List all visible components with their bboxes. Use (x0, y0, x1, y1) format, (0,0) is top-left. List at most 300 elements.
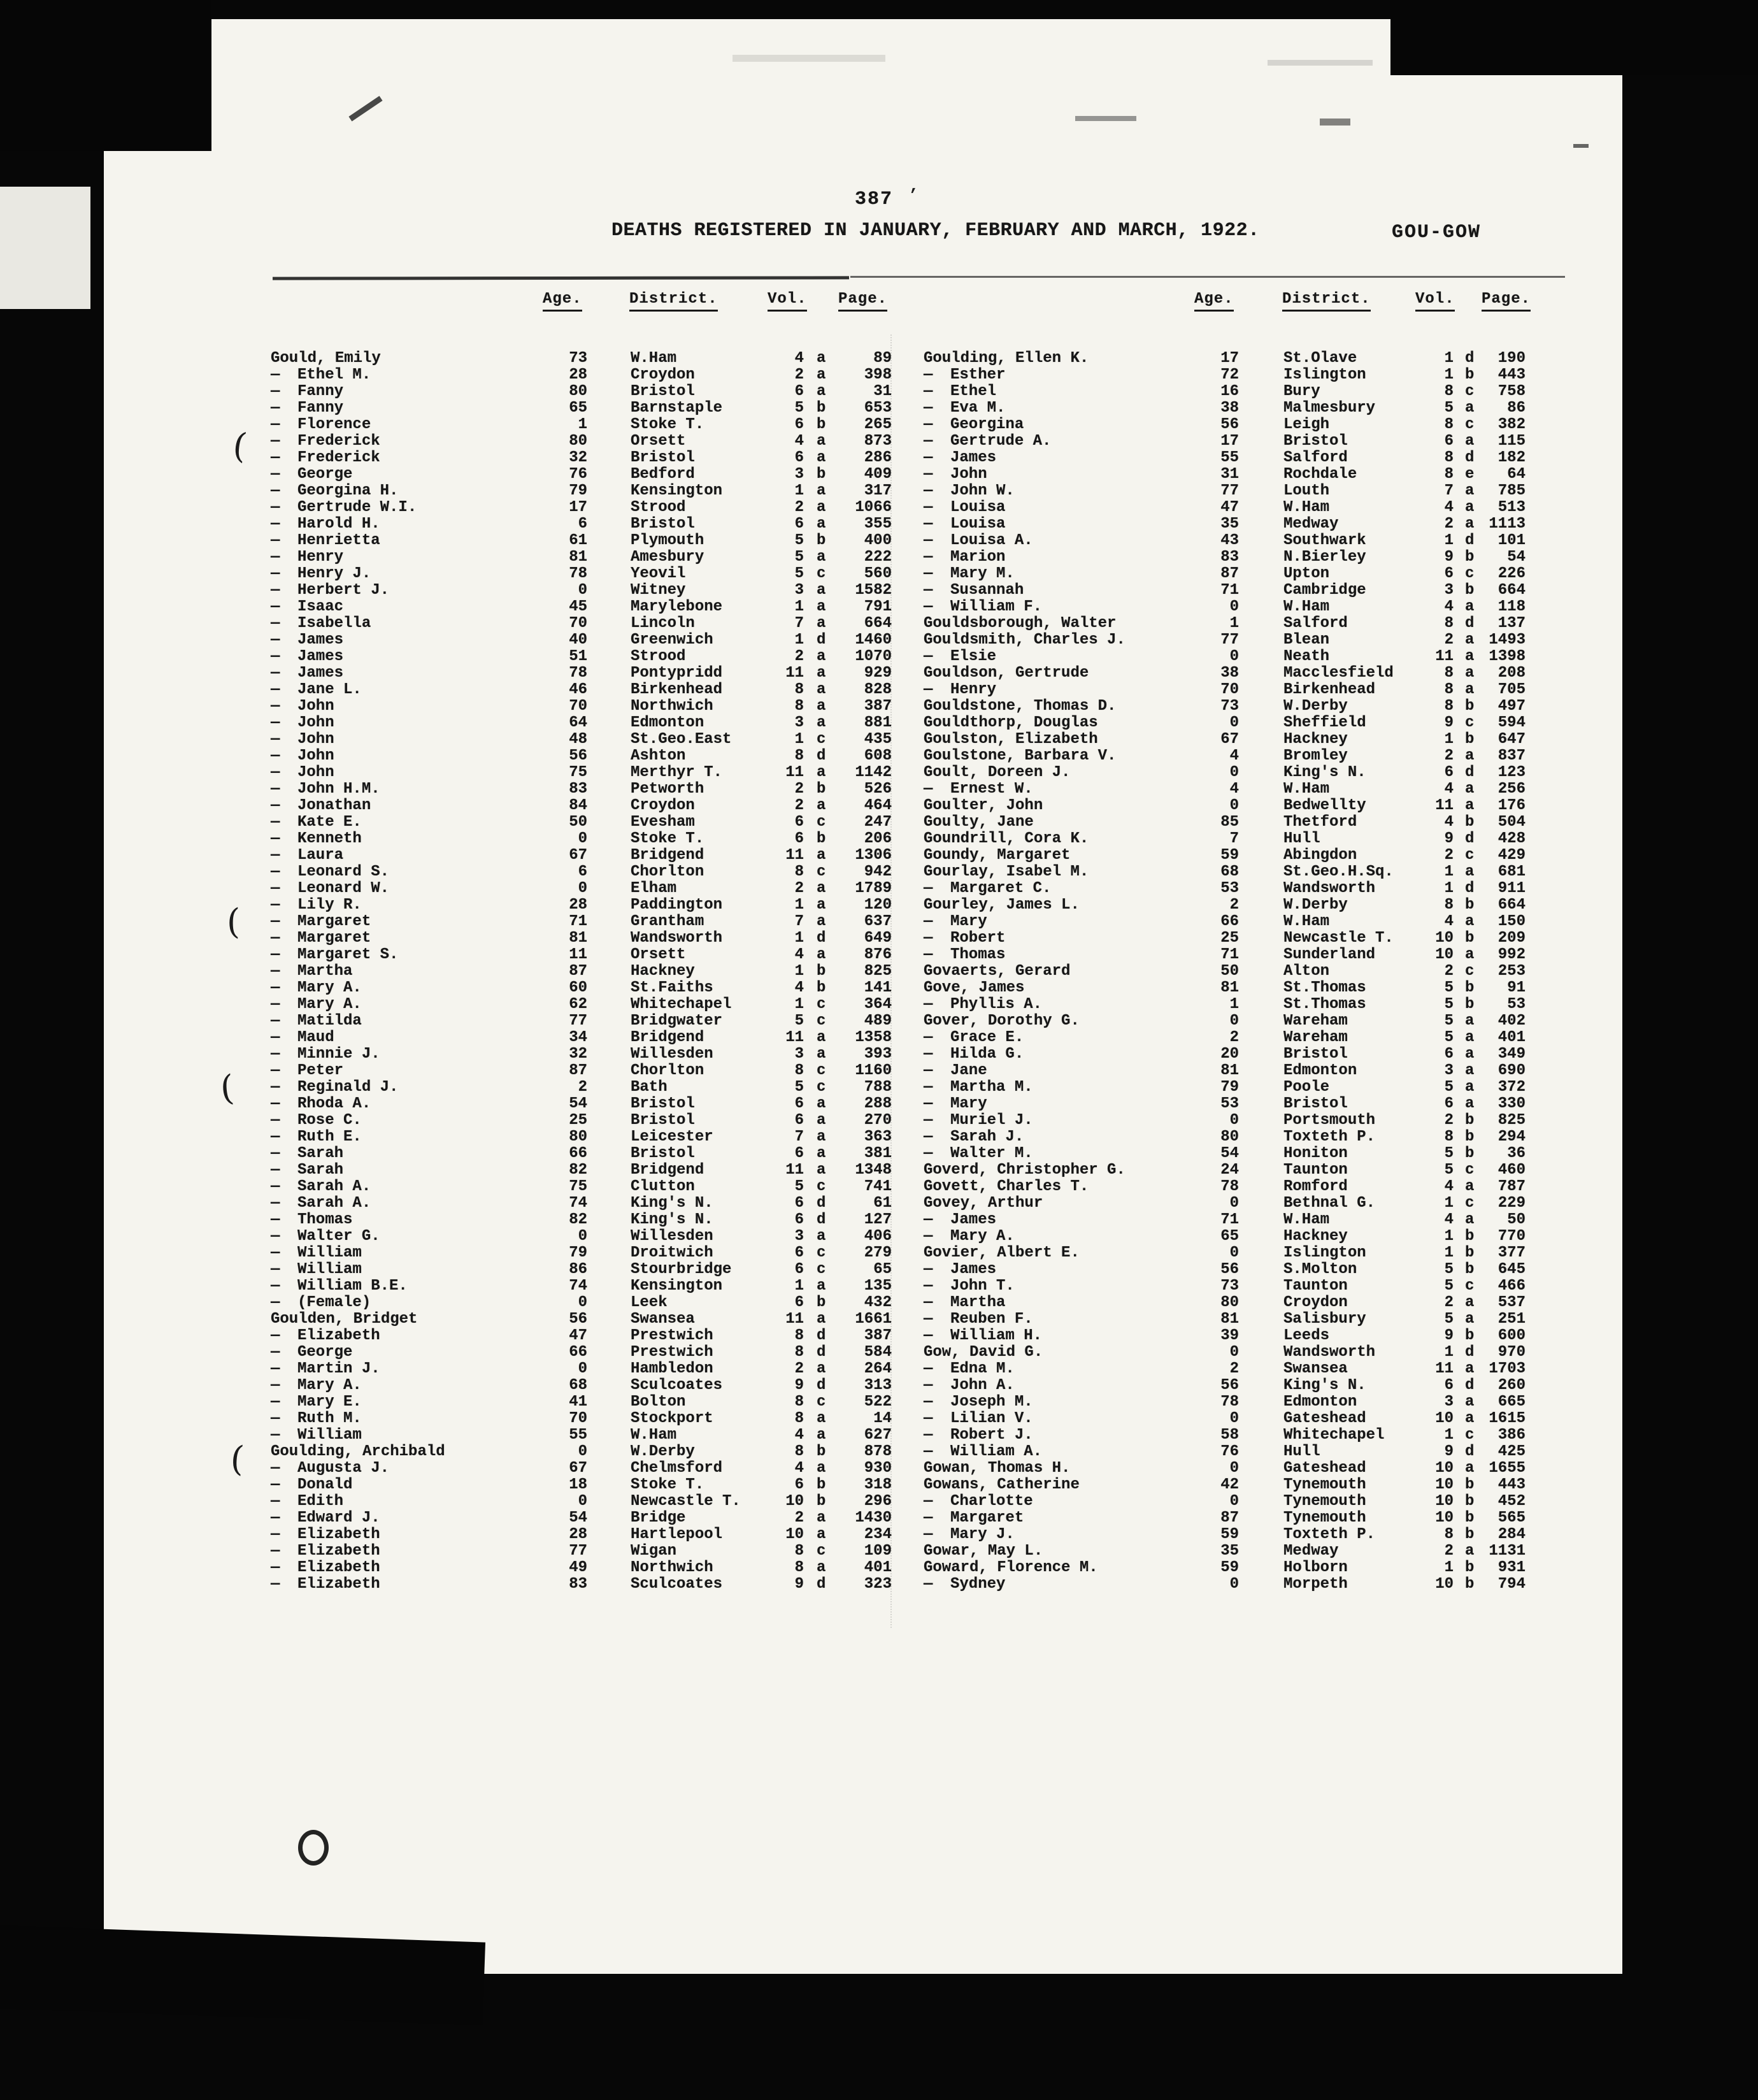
vol-letter-cell: a (817, 1360, 826, 1377)
table-row (271, 765, 892, 781)
entry-name: Mary A. (297, 1377, 362, 1394)
vol-cell: 5 (1444, 1029, 1454, 1046)
entry-name: Goward, Florence M. (924, 1559, 1098, 1576)
district-cell: St.Thomas (1283, 996, 1366, 1013)
name-cell (924, 1576, 1185, 1593)
name-cell (924, 350, 1185, 367)
vol-letter-cell: a (1465, 631, 1475, 649)
vol-cell: 8 (794, 1443, 804, 1460)
entry-name: Edward J. (297, 1509, 380, 1527)
ditto-dash-mark: — (924, 515, 933, 533)
table-row (924, 1377, 1526, 1394)
name-cell (924, 715, 1185, 731)
entry-name: Walter G. (297, 1228, 380, 1245)
table-row (924, 831, 1526, 847)
district-cell: Yeovil (631, 565, 686, 582)
ditto-dash-mark: — (271, 1460, 280, 1477)
table-row (924, 881, 1526, 897)
entry-name: Thomas (950, 946, 1006, 963)
age-cell: 0 (578, 1294, 587, 1311)
vol-letter-cell: b (1465, 1261, 1475, 1278)
entry-name: Gouldson, Gertrude (924, 665, 1089, 682)
vol-cell: 8 (794, 1062, 804, 1079)
ditto-dash-mark: — (271, 366, 280, 384)
age-cell: 16 (1220, 383, 1239, 400)
ditto-dash-mark: — (271, 698, 280, 715)
entry-name: William A. (950, 1443, 1043, 1460)
table-row (924, 1560, 1526, 1576)
page-cell: 64 (1507, 466, 1526, 483)
district-cell: W.Ham (1283, 1211, 1330, 1228)
page-cell: 176 (1497, 797, 1526, 814)
vol-letter-cell: a (817, 797, 826, 814)
name-cell (924, 1146, 1185, 1162)
age-cell: 79 (1220, 1079, 1239, 1096)
age-cell: 0 (1229, 714, 1239, 731)
ditto-dash-mark: — (924, 1046, 933, 1063)
page-cell: 206 (864, 830, 892, 847)
entry-name: Margaret (297, 930, 371, 947)
page-cell: 393 (864, 1046, 892, 1063)
entry-name: Walter M. (950, 1145, 1033, 1162)
vol-letter-cell: a (817, 499, 826, 516)
vol-cell: 4 (1444, 814, 1454, 831)
entry-name: Elizabeth (297, 1526, 380, 1543)
district-cell: Croydon (631, 797, 695, 814)
vol-letter-cell: a (1465, 515, 1475, 533)
table-row (924, 1112, 1526, 1129)
ditto-dash-mark: — (271, 1029, 280, 1046)
vol-letter-cell: a (1465, 1410, 1475, 1427)
table-row (271, 814, 892, 831)
entry-name: Louisa A. (950, 532, 1033, 549)
district-cell: W.Ham (631, 1427, 677, 1444)
ditto-dash-mark: — (924, 1294, 933, 1311)
age-cell: 61 (569, 532, 587, 549)
name-cell (271, 1146, 529, 1162)
table-row (924, 1444, 1526, 1460)
table-row (271, 450, 892, 466)
page-cell: 401 (1497, 1029, 1526, 1046)
vol-cell: 4 (1444, 1211, 1454, 1228)
age-cell: 0 (1229, 598, 1239, 615)
district-cell: Edmonton (1283, 1393, 1357, 1411)
district-cell: Bristol (1283, 433, 1348, 450)
page-cell: 381 (864, 1145, 892, 1162)
table-row (271, 1361, 892, 1377)
table-row (271, 731, 892, 748)
vol-letter-cell: b (1465, 1476, 1475, 1493)
entry-name: Herbert J. (297, 582, 390, 599)
vol-cell: 3 (794, 1228, 804, 1245)
table-row (271, 417, 892, 433)
ditto-dash-mark: — (271, 383, 280, 400)
ditto-dash-mark: — (271, 1112, 280, 1129)
vol-cell: 2 (794, 797, 804, 814)
age-cell: 80 (1220, 1128, 1239, 1146)
name-cell (924, 599, 1185, 615)
page-cell: 425 (1497, 1443, 1526, 1460)
page-cell: 584 (864, 1344, 892, 1361)
vol-letter-cell: b (1465, 582, 1475, 599)
table-row (271, 1543, 892, 1560)
page-cell: 387 (864, 698, 892, 715)
entry-name: Elizabeth (297, 1576, 380, 1593)
age-cell: 59 (1220, 847, 1239, 864)
name-cell (271, 350, 529, 367)
district-cell: Alton (1283, 963, 1330, 980)
age-cell: 0 (578, 1360, 587, 1377)
entry-name: Goulstone, Barbara V. (924, 747, 1117, 765)
name-cell (271, 450, 529, 466)
vol-cell: 10 (1435, 1476, 1454, 1493)
ditto-dash-mark: — (271, 615, 280, 632)
ditto-dash-mark: — (271, 847, 280, 864)
entry-name: Harold H. (297, 515, 380, 533)
ditto-dash-mark: — (924, 880, 933, 897)
entry-name: Grace E. (950, 1029, 1024, 1046)
entry-name: Mary A. (950, 1228, 1015, 1245)
table-row (271, 1278, 892, 1295)
table-row (924, 1361, 1526, 1377)
page-cell: 253 (1497, 963, 1526, 980)
page-cell: 256 (1497, 780, 1526, 798)
age-cell: 0 (1229, 1460, 1239, 1477)
vol-cell: 1 (1444, 1228, 1454, 1245)
vol-cell: 8 (794, 1393, 804, 1411)
vol-letter-cell: c (817, 1543, 826, 1560)
page-cell: 665 (1497, 1393, 1526, 1411)
vol-cell: 8 (794, 863, 804, 881)
page-cell: 600 (1497, 1327, 1526, 1344)
age-cell: 80 (569, 383, 587, 400)
vol-letter-cell: a (1465, 797, 1475, 814)
entry-name: Reuben F. (950, 1311, 1033, 1328)
name-cell (271, 1493, 529, 1510)
page-cell: 372 (1497, 1079, 1526, 1096)
name-cell (271, 831, 529, 847)
district-cell: Bridgend (631, 1029, 704, 1046)
page-cell: 929 (864, 665, 892, 682)
vol-letter-cell: b (1465, 1526, 1475, 1543)
ditto-dash-mark: — (271, 1211, 280, 1228)
age-cell: 54 (1220, 1145, 1239, 1162)
vol-letter-cell: d (1465, 449, 1475, 466)
ditto-dash-mark: — (271, 1228, 280, 1245)
ditto-dash-mark: — (924, 1261, 933, 1278)
table-row (271, 781, 892, 798)
district-cell: Sheffield (1283, 714, 1366, 731)
vol-letter-cell: d (1465, 1443, 1475, 1460)
vol-cell: 6 (794, 1294, 804, 1311)
entry-name: Louisa (950, 515, 1006, 533)
table-row (924, 1228, 1526, 1245)
page-cell: 382 (1497, 416, 1526, 433)
district-cell: Chorlton (631, 1062, 704, 1079)
district-cell: Willesden (631, 1228, 713, 1245)
vol-letter-cell: b (1465, 814, 1475, 831)
vol-cell: 1 (794, 631, 804, 649)
table-row (924, 1278, 1526, 1295)
vol-cell: 10 (1435, 1509, 1454, 1527)
ditto-dash-mark: — (924, 1062, 933, 1079)
age-cell: 0 (578, 830, 587, 847)
vol-letter-cell: b (817, 466, 826, 483)
district-cell: Whitechapel (631, 996, 732, 1013)
name-cell (924, 814, 1185, 831)
ditto-dash-mark: — (271, 1327, 280, 1344)
vol-letter-cell: b (1465, 896, 1475, 914)
entry-name: Henry (297, 549, 344, 566)
district-cell: Birkenhead (631, 681, 723, 698)
table-row (271, 466, 892, 483)
name-cell (271, 1162, 529, 1179)
page-cell: 942 (864, 863, 892, 881)
page-cell: 785 (1497, 482, 1526, 500)
page-cell: 387 (864, 1327, 892, 1344)
age-cell: 86 (569, 1261, 587, 1278)
vol-letter-cell: a (817, 449, 826, 466)
district-cell: W.Derby (631, 1443, 695, 1460)
vol-letter-cell: a (817, 1311, 826, 1328)
entry-name: Peter (297, 1062, 344, 1079)
age-cell: 0 (1229, 797, 1239, 814)
vol-letter-cell: d (817, 1576, 826, 1593)
age-cell: 34 (569, 1029, 587, 1046)
district-cell: Wigan (631, 1543, 677, 1560)
age-cell: 41 (569, 1393, 587, 1411)
name-cell (271, 1245, 529, 1262)
name-cell (924, 1212, 1185, 1228)
name-cell (271, 500, 529, 516)
age-cell: 67 (569, 847, 587, 864)
vol-letter-cell: a (817, 615, 826, 632)
district-cell: Petworth (631, 780, 704, 798)
age-cell: 83 (569, 780, 587, 798)
page-cell: 432 (864, 1294, 892, 1311)
entry-name: Fanny (297, 399, 344, 417)
ditto-dash-mark: — (924, 433, 933, 450)
entry-name: Gow, David G. (924, 1344, 1043, 1361)
table-row (271, 1212, 892, 1228)
vol-cell: 6 (794, 1195, 804, 1212)
entry-name: Goverd, Christopher G. (924, 1161, 1126, 1179)
table-row (271, 1179, 892, 1195)
name-cell (924, 1030, 1185, 1046)
vol-letter-cell: a (1465, 863, 1475, 881)
page-cell: 873 (864, 433, 892, 450)
entry-name: Margaret S. (297, 946, 399, 963)
entry-name: Mary J. (950, 1526, 1015, 1543)
age-cell: 60 (569, 979, 587, 996)
ditto-dash-mark: — (271, 1543, 280, 1560)
vol-cell: 6 (1444, 764, 1454, 781)
vol-cell: 1 (794, 963, 804, 980)
age-cell: 56 (569, 1311, 587, 1328)
page-cell: 443 (1497, 1476, 1526, 1493)
vol-cell: 10 (1435, 1410, 1454, 1427)
age-cell: 35 (1220, 1543, 1239, 1560)
center-fold-line (890, 334, 892, 1628)
page-cell: 489 (864, 1012, 892, 1030)
age-cell: 70 (569, 698, 587, 715)
name-cell (924, 1046, 1185, 1063)
age-cell: 66 (569, 1145, 587, 1162)
vol-cell: 1 (1444, 863, 1454, 881)
vol-letter-cell: d (817, 1344, 826, 1361)
table-row (271, 1576, 892, 1593)
entry-name: Govey, Arthur (924, 1195, 1043, 1212)
vol-letter-cell: c (1465, 383, 1475, 400)
page-cell: 443 (1497, 366, 1526, 384)
vol-cell: 7 (794, 913, 804, 930)
page-cell: 1131 (1489, 1543, 1526, 1560)
ditto-dash-mark: — (924, 383, 933, 400)
age-cell: 25 (569, 1112, 587, 1129)
district-cell: Whitechapel (1283, 1427, 1385, 1444)
page-cell: 1703 (1489, 1360, 1526, 1377)
vol-cell: 1 (1444, 532, 1454, 549)
vol-letter-cell: a (1465, 1046, 1475, 1063)
vol-cell: 8 (794, 1559, 804, 1576)
district-cell: Leicester (631, 1128, 713, 1146)
vol-letter-cell: a (1465, 482, 1475, 500)
age-cell: 0 (578, 1493, 587, 1510)
vol-cell: 2 (1444, 963, 1454, 980)
vol-letter-cell: a (1465, 1294, 1475, 1311)
vol-letter-cell: a (1465, 1062, 1475, 1079)
page-cell: 286 (864, 449, 892, 466)
district-cell: St.Thomas (1283, 979, 1366, 996)
vol-letter-cell: a (1465, 1393, 1475, 1411)
ditto-dash-mark: — (924, 499, 933, 516)
vol-letter-cell: a (817, 1277, 826, 1295)
table-row (924, 1427, 1526, 1444)
entry-name: Mary E. (297, 1393, 362, 1411)
entry-name: Gowan, Thomas H. (924, 1460, 1071, 1477)
district-cell: Malmesbury (1283, 399, 1376, 417)
entry-name: Sarah (297, 1145, 344, 1162)
age-cell: 59 (1220, 1526, 1239, 1543)
table-row (924, 1411, 1526, 1427)
entry-name: Ernest W. (950, 780, 1033, 798)
page-cell: 182 (1497, 449, 1526, 466)
age-cell: 0 (1229, 648, 1239, 665)
district-cell: Kensington (631, 1277, 723, 1295)
entry-name: Hilda G. (950, 1046, 1024, 1063)
ditto-dash-mark: — (271, 1576, 280, 1593)
vol-letter-cell: c (1465, 1161, 1475, 1179)
entry-name: George (297, 466, 353, 483)
vol-cell: 4 (1444, 780, 1454, 798)
age-cell: 78 (1220, 1178, 1239, 1195)
name-cell (271, 814, 529, 831)
entry-name: Matilda (297, 1012, 362, 1030)
film-notch (0, 187, 90, 309)
vol-cell: 3 (794, 1046, 804, 1063)
table-row (271, 1344, 892, 1361)
page-cell: 837 (1497, 747, 1526, 765)
vol-cell: 4 (1444, 499, 1454, 516)
name-cell (924, 400, 1185, 417)
name-cell (924, 1013, 1185, 1030)
entry-name: Rose C. (297, 1112, 362, 1129)
vol-cell: 6 (1444, 565, 1454, 582)
name-cell (924, 367, 1185, 384)
ink-bracket-mark: ( (218, 1067, 236, 1109)
vol-letter-cell: a (1465, 1311, 1475, 1328)
entry-name: Louisa (950, 499, 1006, 516)
page-cell: 992 (1497, 946, 1526, 963)
vol-letter-cell: c (817, 996, 826, 1013)
ditto-dash-mark: — (271, 399, 280, 417)
age-cell: 78 (569, 565, 587, 582)
name-cell (924, 450, 1185, 466)
page-cell: 31 (873, 383, 892, 400)
entry-name: Gouldstone, Thomas D. (924, 698, 1117, 715)
name-cell (924, 417, 1185, 433)
ditto-dash-mark: — (924, 648, 933, 665)
vol-cell: 4 (794, 979, 804, 996)
vol-cell: 5 (1444, 399, 1454, 417)
vol-letter-cell: b (817, 979, 826, 996)
age-cell: 87 (569, 1062, 587, 1079)
vol-letter-cell: a (817, 1509, 826, 1527)
name-cell (924, 914, 1185, 930)
table-row (924, 549, 1526, 566)
ditto-dash-mark: — (271, 913, 280, 930)
vol-letter-cell: b (1465, 930, 1475, 947)
district-cell: Stoke T. (631, 1476, 704, 1493)
age-cell: 2 (578, 1079, 587, 1096)
name-cell (924, 1278, 1185, 1295)
table-row (271, 400, 892, 417)
district-cell: Bristol (631, 515, 695, 533)
district-cell: Leeds (1283, 1327, 1330, 1344)
vol-letter-cell: a (1465, 1012, 1475, 1030)
district-cell: Sculcoates (631, 1377, 723, 1394)
name-cell (924, 632, 1185, 649)
vol-cell: 1 (794, 1277, 804, 1295)
age-cell: 54 (569, 1509, 587, 1527)
district-cell: Newcastle T. (1283, 930, 1394, 947)
film-edge-bottom (0, 1925, 485, 2025)
age-cell: 56 (1220, 1261, 1239, 1278)
table-row (271, 350, 892, 367)
age-cell: 28 (569, 896, 587, 914)
page-cell: 330 (1497, 1095, 1526, 1112)
table-row (924, 665, 1526, 682)
age-cell: 71 (1220, 582, 1239, 599)
ditto-dash-mark: — (271, 731, 280, 748)
table-row (924, 1013, 1526, 1030)
age-cell: 47 (1220, 499, 1239, 516)
table-row (271, 914, 892, 930)
column-header-vol-right: Vol. (1415, 291, 1455, 312)
vol-letter-cell: c (817, 863, 826, 881)
age-cell: 54 (569, 1095, 587, 1112)
page-cell: 825 (1497, 1112, 1526, 1129)
vol-cell: 11 (785, 1311, 804, 1328)
age-cell: 1 (1229, 996, 1239, 1013)
vol-cell: 2 (1444, 747, 1454, 765)
vol-letter-cell: a (817, 1460, 826, 1477)
age-cell: 79 (569, 1244, 587, 1262)
table-row (271, 715, 892, 731)
table-row (271, 433, 892, 450)
table-row (924, 582, 1526, 599)
age-cell: 2 (1229, 1360, 1239, 1377)
